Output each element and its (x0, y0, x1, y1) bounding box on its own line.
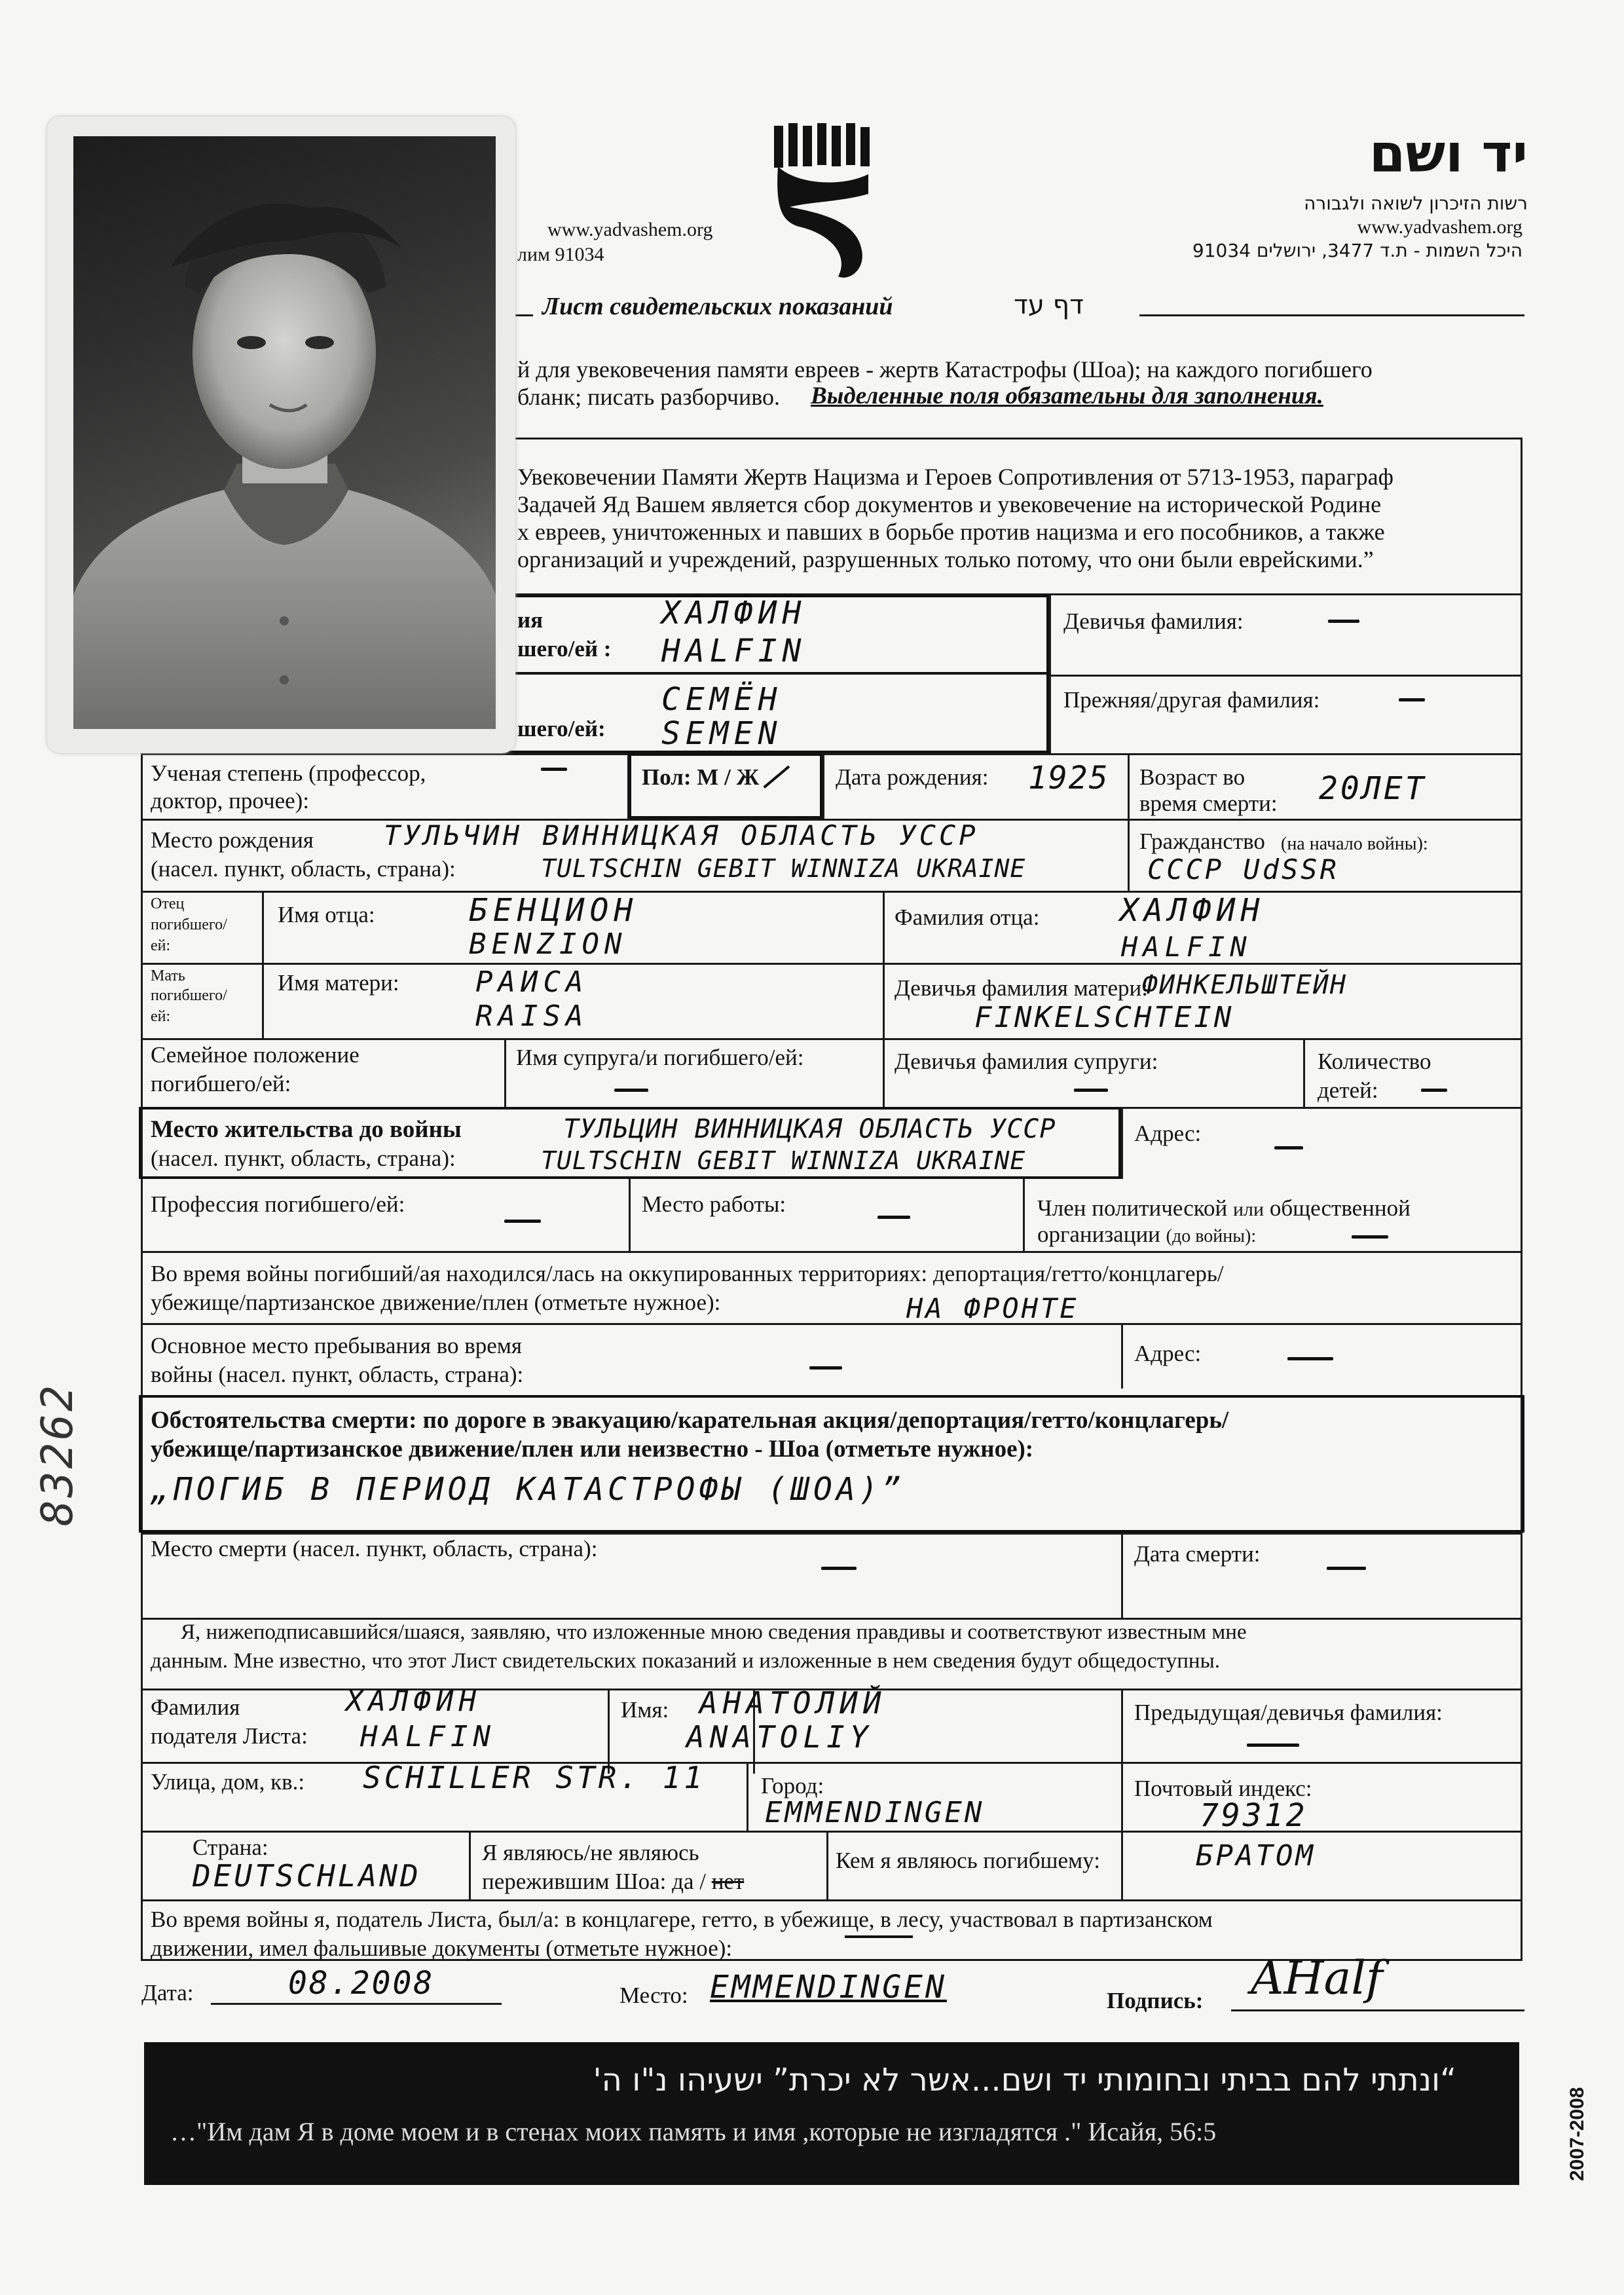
mother-maiden-ru[interactable]: ФИНКЕЛЬШТЕЙН (1142, 970, 1347, 1000)
gender-label: Пол: М / Ж (642, 764, 760, 790)
death-circ-value[interactable]: „ПОГИБ В ПЕРИОД КАТАСТРОФЫ (ШОА)” (151, 1471, 905, 1508)
rule-i (141, 1251, 1522, 1253)
vrule-6 (883, 891, 885, 1107)
intro-required: Выделенные поля обязательны для заполнения. (811, 382, 1323, 409)
rule-b (1049, 675, 1522, 677)
signature-label: Подпись: (1107, 1988, 1204, 2013)
site-right: www.yadvashem.org (1357, 216, 1522, 238)
hebrew-authority: רשות הזיכרון לשואה ולגבורה (1304, 193, 1528, 214)
surname-value-ru[interactable]: ХАЛФИН (661, 595, 807, 631)
degree-dash[interactable] (541, 768, 567, 771)
member-label-1b: или (1232, 1199, 1264, 1220)
address-right: היכל השמות - ת.ד 3477, ירושלים 91034 (1192, 240, 1522, 261)
zip-label: Почтовый индекс: (1134, 1776, 1312, 1801)
vrule-11 (629, 1179, 631, 1251)
firstname-value-lat[interactable]: SEMEN (661, 715, 783, 752)
wartime-value[interactable]: НА ФРОНТЕ (906, 1292, 1079, 1324)
rule-n (141, 1899, 1522, 1901)
prev-surname-dash[interactable] (1399, 698, 1425, 701)
death-place-label: Место смерти (насел. пункт, область, страна): (151, 1536, 598, 1561)
signature-value[interactable]: AHalf (1251, 1951, 1383, 2005)
mother-side-2: погибшего/ (151, 987, 227, 1004)
place-label: Место: (619, 1983, 688, 2008)
relation-value[interactable]: БРАТОМ (1196, 1839, 1316, 1873)
vrule-5 (262, 891, 264, 1038)
submitter-name-ru[interactable]: АНАТОЛИЙ (699, 1685, 887, 1721)
maiden-label: Девичья фамилия: (1063, 608, 1244, 634)
submitter-name-label: Имя: (621, 1697, 669, 1723)
surname-value-lat[interactable]: HALFIN (661, 633, 807, 669)
death-circ-label-2: убежище/партизанское движение/плен или неизвестно - Шоа (отметьте нужное): (151, 1436, 1034, 1463)
member-label-1c: общественной (1269, 1195, 1411, 1221)
archive-number: 83262 (32, 1383, 83, 1526)
main-place-dash[interactable] (809, 1366, 842, 1370)
children-dash[interactable] (1421, 1089, 1447, 1092)
father-side-1: Отец (151, 895, 185, 912)
father-name-label: Имя отца: (278, 902, 375, 927)
age-label-2: время смерти: (1139, 791, 1278, 816)
years-mark: 2007-2008 (1566, 2087, 1588, 2181)
wartime-label-1: Во время войны погибший/ая находился/лась на оккупированных территориях: депортация/гетто/концлагерь/ (151, 1261, 1224, 1286)
submitter-wartime-1: Во время войны я, податель Листа, был/а: в концлагере, гетто, в убежище, в лесу, участвовал в партизанском (151, 1907, 1213, 1932)
spouse-dash[interactable] (614, 1089, 648, 1092)
law-line-3: х евреев, уничтоженных и павших в борьбе против нацизма и его пособников, а также (517, 519, 1385, 545)
surname-label-b: шего/ей : (517, 636, 612, 662)
prev-surname-label: Прежняя/другая фамилия: (1063, 687, 1320, 713)
member-label-2 (1037, 1221, 1256, 1250)
vrule-18 (826, 1831, 828, 1899)
birthplace-value-ru[interactable]: ТУЛЬЧИН ВИННИЦКАЯ ОБЛАСТЬ УССР (384, 819, 979, 851)
portrait-figure (73, 136, 496, 729)
photo-card (47, 117, 515, 753)
title-rule (1139, 314, 1524, 316)
firstname-label: шего/ей: (517, 716, 606, 741)
dob-value[interactable]: 1925 (1028, 760, 1109, 796)
intro-line-2: бланк; писать разборчиво. (517, 384, 781, 410)
father-surname-ru[interactable]: ХАЛФИН (1120, 892, 1265, 929)
mother-side-3: ей: (151, 1008, 171, 1025)
submitter-prev-dash[interactable] (1247, 1744, 1299, 1747)
mother-name-ru[interactable]: РАИСА (475, 965, 589, 999)
father-surname-lat[interactable]: HALFIN (1121, 931, 1252, 963)
profession-dash[interactable] (504, 1220, 541, 1223)
address-left: лим 91034 (517, 244, 604, 265)
vrule-13 (1121, 1533, 1123, 1618)
birthplace-label-2: (насел. пункт, область, страна): (151, 856, 456, 882)
vrule-16 (1121, 1689, 1123, 1774)
mother-name-lat[interactable]: RAISA (475, 999, 589, 1033)
mother-maiden-label: Девичья фамилия матери: (895, 975, 1148, 1001)
quote-banner (144, 2042, 1519, 2185)
residence-label-1: Место жительства до войны (151, 1116, 462, 1143)
dob-label: Дата рождения: (836, 764, 989, 790)
place-value[interactable]: EMMENDINGEN (710, 1969, 947, 2006)
member-label-1 (1037, 1195, 1411, 1223)
relation-label: Кем я являюсь погибшему: (836, 1848, 1100, 1873)
father-side-2: погибшего/ (151, 916, 227, 933)
birthplace-label-1: Место рождения (151, 827, 314, 853)
zip-value[interactable]: 79312 (1200, 1797, 1308, 1834)
rule-g (141, 1038, 1522, 1040)
vrule-3 (822, 753, 824, 819)
member-dash[interactable] (1352, 1235, 1388, 1239)
vrule-8 (1303, 1038, 1305, 1107)
rule-c (141, 753, 1522, 755)
death-date-dash[interactable] (1327, 1567, 1366, 1570)
mother-side-1: Мать (151, 967, 185, 984)
street-label: Улица, дом, кв.: (151, 1769, 305, 1795)
intro-line-1: й для увековечения памяти евреев - жертв Катастрофы (Шоа); на каждого погибшего (517, 356, 1373, 382)
maiden-value-dash[interactable] (1328, 620, 1359, 623)
residence-value-lat[interactable]: TULTSCHIN GEBIT WINNIZA UKRAINE (541, 1146, 1026, 1175)
firstname-value-ru[interactable]: СЕМЁН (661, 681, 783, 718)
children-label-2: детей: (1318, 1077, 1378, 1103)
vrule-20 (1121, 1762, 1123, 1831)
workplace-dash[interactable] (877, 1216, 910, 1219)
member-label-1a: Член политической (1037, 1195, 1228, 1221)
country-label: Страна: (193, 1835, 268, 1860)
survivor-label-1: Я являюсь/не являюсь (482, 1840, 699, 1865)
workplace-label: Место работы: (642, 1191, 786, 1217)
father-name-lat[interactable]: BENZION (469, 927, 627, 961)
birthplace-value-lat[interactable]: TULTSCHIN GEBIT WINNIZA UKRAINE (541, 854, 1026, 883)
banner-russian-quote: …"Им дам Я в доме моем и в стенах моих память и имя ,которые не изгладятся ." Исайя, 56:5 (170, 2117, 1217, 2146)
form-title-hebrew: דף עד (1014, 290, 1084, 320)
surname-label-a: ия (517, 607, 544, 633)
vrule-9 (1121, 1107, 1123, 1179)
survivor-label-2 (482, 1868, 744, 1895)
citizenship-label: Гражданство (1139, 829, 1265, 854)
survivor-yes-label: пережившим Шоа: да / (482, 1869, 706, 1894)
signature-rule (1231, 2009, 1524, 2011)
submitter-surname-ru[interactable]: ХАЛФИН (346, 1685, 481, 1718)
vrule-12 (1023, 1179, 1025, 1251)
submitter-surname-label-1: Фамилия (151, 1694, 240, 1720)
rule-j (141, 1323, 1522, 1325)
profession-label: Профессия погибшего/ей: (151, 1191, 405, 1217)
death-place-dash[interactable] (821, 1567, 857, 1570)
submitter-surname-label-2: подателя Листа: (151, 1723, 308, 1749)
marital-label-2: погибшего/ей: (151, 1071, 291, 1096)
law-line-4: организаций и учреждений, разрушенных только потому, что они были еврейскими.” (517, 546, 1374, 572)
death-circ-label-1 (151, 1407, 1228, 1434)
death-circ-title: Обстоятельства смерти: (151, 1407, 417, 1434)
country-value[interactable]: DEUTSCHLAND (193, 1858, 421, 1894)
mother-name-label: Имя матери: (278, 970, 399, 996)
rule-p (141, 1762, 1522, 1764)
residence-value-ru[interactable]: ТУЛЬЦИН ВИННИЦКАЯ ОБЛАСТЬ УССР (563, 1114, 1056, 1144)
citizenship-value[interactable]: CCCP UdSSR (1147, 853, 1339, 886)
vrule-7 (504, 1038, 506, 1107)
declaration-2: данным. Мне известно, что этот Лист свидетельских показаний и изложенные в нем сведения будут общедоступны. (151, 1649, 1221, 1673)
rule-k (141, 1533, 1522, 1535)
declaration-1: Я, нижеподписавшийся/шаяся, заявляю, что изложенные мною сведения правдивы и соответствуют известным мне (181, 1620, 1247, 1644)
date-label: Дата: (141, 1980, 194, 2006)
vrule-4 (1128, 753, 1130, 891)
age-value[interactable]: 20ЛЕТ (1319, 770, 1427, 807)
main-place-label-1: Основное место пребывания во время (151, 1333, 523, 1358)
father-name-ru[interactable]: БЕНЦИОН (469, 892, 638, 929)
submitter-wartime-2: движении, имел фальшивые документы (отметьте нужное): (151, 1935, 733, 1961)
law-line-1: Увековечении Памяти Жертв Нацизма и Героев Сопротивления от 5713-1953, параграф (517, 464, 1393, 490)
portrait-photo (73, 136, 496, 729)
father-surname-label: Фамилия отца: (895, 905, 1040, 930)
vrule-19 (1121, 1831, 1123, 1899)
vrule-10 (1121, 1323, 1123, 1389)
hebrew-title: יד ושם (1369, 123, 1528, 184)
form-title: Лист свидетельских показаний (542, 293, 893, 320)
main-place-address-dash[interactable] (1287, 1357, 1333, 1360)
mother-maiden-lat[interactable]: FINKELSCHTEIN (974, 1001, 1234, 1034)
citizenship-note: (на начало войны): (1281, 834, 1428, 854)
main-place-label-2: войны (насел. пункт, область, страна): (151, 1362, 524, 1387)
vrule-21 (747, 1762, 748, 1831)
date-value[interactable]: 08.2008 (288, 1965, 435, 2002)
death-circ-options: по дороге в эвакуацию/карательная акция/депортация/гетто/концлагерь/ (422, 1407, 1229, 1434)
spouse-maiden-label: Девичья фамилия супруги: (895, 1049, 1158, 1074)
age-label-1: Возраст во (1139, 764, 1246, 790)
ghetto-underline (845, 1935, 913, 1938)
member-label-2b: (до войны): (1166, 1226, 1257, 1246)
law-line-2: Задачей Яд Вашем является сбор документов и увековечение на исторической Родине (517, 491, 1382, 517)
site-left: www.yadvashem.org (547, 219, 713, 240)
date-rule (211, 2003, 502, 2005)
banner-hebrew-quote: “ונתתי להם בביתי ובחומותי יד ושם...אשר לא יכרת” ישעיהו נ"ו ה' (593, 2062, 1456, 2099)
wartime-label-2: убежище/партизанское движение/плен (отметьте нужное): (151, 1290, 721, 1315)
vrule-17 (469, 1831, 471, 1899)
vrule-1 (1049, 593, 1051, 753)
member-label-2a: организации (1037, 1222, 1160, 1247)
yad-vashem-logo (770, 122, 885, 283)
death-date-label: Дата смерти: (1134, 1541, 1261, 1567)
rule-f (141, 963, 1522, 965)
marital-label-1: Семейное положение (151, 1042, 360, 1068)
street-value[interactable]: SCHILLER STR. 11 (363, 1760, 706, 1795)
degree-label-1: Ученая степень (профессор, (151, 760, 426, 786)
residence-address-dash[interactable] (1274, 1146, 1303, 1149)
submitter-surname-lat[interactable]: HALFIN (360, 1720, 496, 1753)
spouse-label: Имя супруга/и погибшего/ей: (516, 1045, 804, 1070)
rule-e (141, 891, 1522, 893)
father-side-3: ей: (151, 937, 171, 954)
city-label: Город: (761, 1773, 824, 1799)
residence-address-label: Адрес: (1134, 1121, 1202, 1146)
spouse-maiden-dash[interactable] (1074, 1089, 1108, 1092)
city-value[interactable]: EMMENDINGEN (765, 1796, 985, 1829)
submitter-name-lat[interactable]: ANATOLIY (686, 1719, 874, 1755)
survivor-no-option[interactable]: нет (711, 1869, 745, 1894)
main-place-address-label: Адрес: (1134, 1341, 1202, 1366)
degree-label-2: доктор, прочее): (151, 788, 310, 813)
children-label-1: Количество (1318, 1049, 1431, 1074)
submitter-prev-label: Предыдущая/девичья фамилия: (1134, 1700, 1443, 1725)
residence-label-2: (насел. пункт, область, страна): (151, 1146, 456, 1171)
